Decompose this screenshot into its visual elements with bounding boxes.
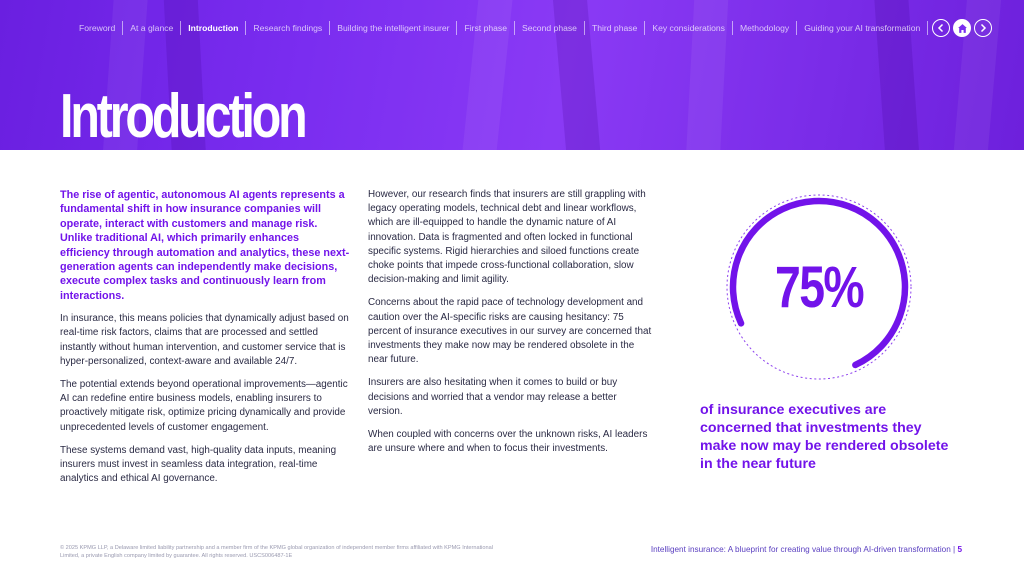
hero-banner <box>0 0 1024 150</box>
footer-doc-title <box>651 545 962 554</box>
previous-page-button[interactable] <box>932 19 950 37</box>
nav-buttons <box>932 19 992 37</box>
body-paragraph: However, our research finds that insurers are still grappling with legacy operating models, technical debt and linear workflows, which are ill-equipped to handle the dynamic nature of AI innovation. Data is fragmented and often locked in functional specific systems. Rigid hierarchies and siloed functions create choke points that impede cross-functional collaboration, slow decision-making and limit agility. <box>368 189 646 286</box>
chevron-right-icon <box>978 23 988 33</box>
nav-item-building-the-intelligent-insurer[interactable]: Building the intelligent insurer <box>330 21 457 35</box>
nav-item-methodology[interactable]: Methodology <box>733 21 797 35</box>
page-number: 5 <box>957 545 962 554</box>
body-paragraph: When coupled with concerns over the unknown risks, AI leaders are unsure where and when to focus their investments. <box>368 429 648 455</box>
body-paragraph: The potential extends beyond operational improvements—agentic AI can redefine entire business models, enabling insurers to proactively mitigate risk, optimize pricing dynamically and provide unprecedented levels of customer engagement. <box>60 379 348 433</box>
doc-title: Intelligent insurance: A blueprint for creating value through AI-driven transformation | <box>650 545 958 554</box>
nav-item-first-phase[interactable]: First phase <box>457 21 515 35</box>
nav-item-at-a-glance[interactable]: At a glance <box>123 21 181 35</box>
nav-item-guiding-your-ai-transformation[interactable]: Guiding your AI transformation <box>797 21 928 35</box>
body-paragraph: Insurers are also hesitating when it comes to build or buy decisions and worried that a vendor may release a better version. <box>368 377 618 417</box>
nav-item-third-phase[interactable]: Third phase <box>585 21 645 35</box>
stat-value: 75% <box>774 254 864 320</box>
nav-item-foreword[interactable]: Foreword <box>72 21 123 35</box>
page-title: Introduction <box>60 82 305 150</box>
nav-item-introduction[interactable]: Introduction <box>181 21 246 35</box>
nav-item-second-phase[interactable]: Second phase <box>515 21 585 35</box>
stat-caption: of insurance executives are concerned that investments they make now may be rendered obsolete in the near future <box>700 402 949 472</box>
home-button[interactable] <box>953 19 971 37</box>
text-column-left <box>60 188 350 495</box>
section-nav <box>72 18 1024 38</box>
chevron-left-icon <box>936 23 946 33</box>
lead-paragraph: The rise of agentic, autonomous AI agents represents a fundamental shift in how insurance companies will operate, interact with customers and manage risk. Unlike traditional AI, which primarily enhances efficiency through automation and analytics, these next-generation agents can independently make decisions, execute complex tasks and continuously learn from interactions. <box>60 189 350 302</box>
nav-item-key-considerations[interactable]: Key considerations <box>645 21 733 35</box>
home-icon <box>957 23 968 34</box>
text-column-middle <box>368 188 653 465</box>
body-paragraph: These systems demand vast, high-quality data inputs, meaning insurers must invest in seamless data integration, real-time analytics and ethical AI governance. <box>60 444 337 485</box>
stat-ring <box>720 188 918 386</box>
body-paragraph: In insurance, this means policies that dynamically adjust based on real-time risk factors, claims that are processed and settled instantly without human intervention, and customer service that is hyper-personalized, context-aware and available 24/7. <box>60 313 349 367</box>
legal-notice: © 2025 KPMG LLP, a Delaware limited liability partnership and a member firm of the KPMG global organization of independent member firms affiliated with KPMG International Limited, a private English company limited by guarantee. All rights reserved. USCS006487-1E <box>60 545 493 559</box>
next-page-button[interactable] <box>974 19 992 37</box>
nav-item-research-findings[interactable]: Research findings <box>246 21 330 35</box>
body-paragraph: Concerns about the rapid pace of technology development and caution over the AI-specific risks are causing hesitancy: 75 percent of insurance executives in our survey are concerned that investments they make now may be rendered obsolete in the near future. <box>368 297 652 366</box>
